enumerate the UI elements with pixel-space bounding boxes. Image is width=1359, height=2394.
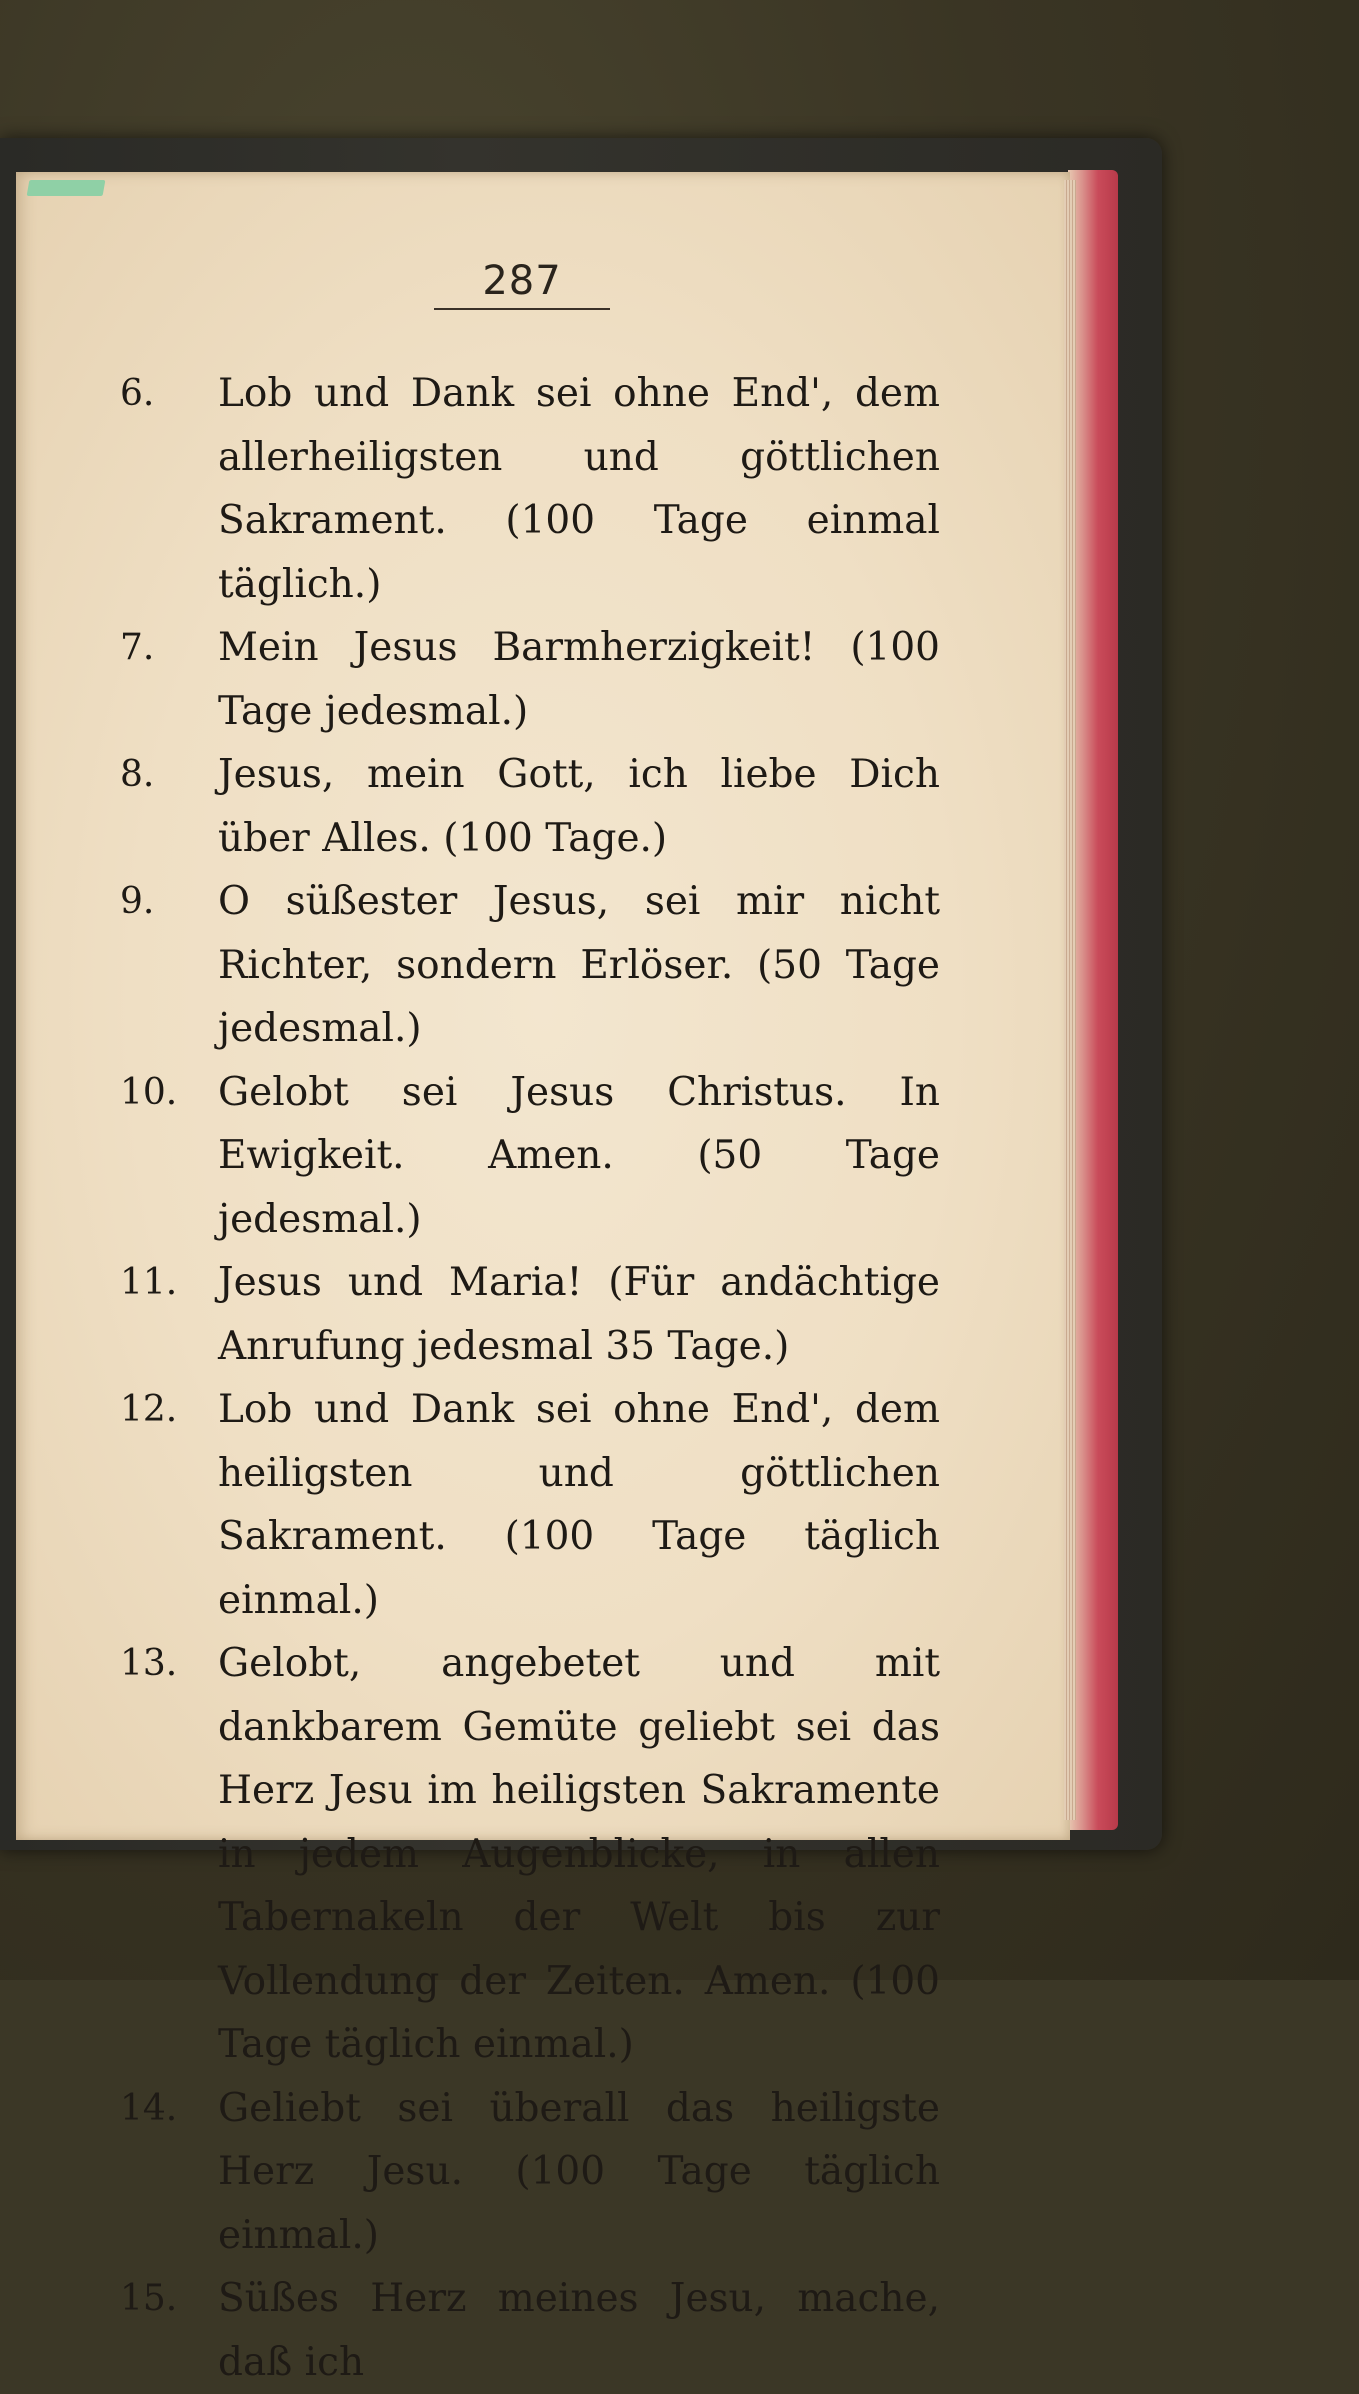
entry-text: O süßester Jesus, sei mir nicht Richter, sondern Erlöser. (50 Tage jedesmal.) <box>218 879 940 1051</box>
list-item <box>120 1061 940 1252</box>
list-item <box>120 362 940 616</box>
entry-text: Mein Jesus Barmherzigkeit! (100 Tage jedesmal.) <box>218 625 940 734</box>
entry-text: Geliebt sei überall das heiligste Herz Jesu. (100 Tage täglich einmal.) <box>218 2085 940 2258</box>
entry-number: 12. <box>120 1389 178 1430</box>
entry-text: Lob und Dank sei ohne End', dem heiligsten und göttlichen Sakrament. (100 Tage täglich einmal.) <box>218 1387 940 1623</box>
entry-number: 10. <box>120 1071 178 1113</box>
list-item <box>120 1378 940 1632</box>
list-item <box>120 870 940 1061</box>
entry-text: Gelobt sei Jesus Christus. In Ewigkeit. Amen. (50 Tage jedesmal.) <box>218 1069 940 1242</box>
entry-number: 9. <box>120 881 155 922</box>
header-rule <box>434 308 610 310</box>
entry-text: Jesus und Maria! (Für andächtige Anrufung jedesmal 35 Tage.) <box>218 1260 940 1369</box>
entry-number: 7. <box>120 627 155 668</box>
entry-number: 11. <box>120 1262 178 1303</box>
entry-number: 15. <box>120 2278 178 2319</box>
list-item <box>120 743 940 870</box>
prayer-list <box>120 362 940 2394</box>
entry-number: 8. <box>120 754 155 795</box>
bookmark-ribbon[interactable] <box>27 180 106 196</box>
list-item <box>120 1632 940 2077</box>
list-item <box>120 2077 940 2268</box>
entry-number: 13. <box>120 1643 178 1684</box>
entry-text: Jesus, mein Gott, ich liebe Dich über Alles. (100 Tage.) <box>218 752 940 861</box>
page-header <box>434 258 610 310</box>
list-item <box>120 2267 940 2394</box>
entry-number: 6. <box>120 373 155 414</box>
entry-text: Gelobt, angebetet und mit dankbarem Gemüte geliebt sei das Herz Jesu im heiligsten Sakramente in jedem Augenblicke, in allen Tabernakeln der Welt bis zur Vollendung der Zeiten. Amen. (100 Tage täglich einmal.) <box>218 1641 940 2067</box>
entry-number: 14. <box>120 2087 178 2129</box>
entry-text: Lob und Dank sei ohne End', dem allerheiligsten und göttlichen Sakrament. (100 Tage einmal täglich.) <box>218 371 940 607</box>
entry-text: Süßes Herz meines Jesu, mache, daß ich <box>218 2276 940 2385</box>
page-number: 287 <box>482 258 562 304</box>
page-edge-lines <box>1064 180 1076 1820</box>
list-item <box>120 616 940 743</box>
list-item <box>120 1251 940 1378</box>
